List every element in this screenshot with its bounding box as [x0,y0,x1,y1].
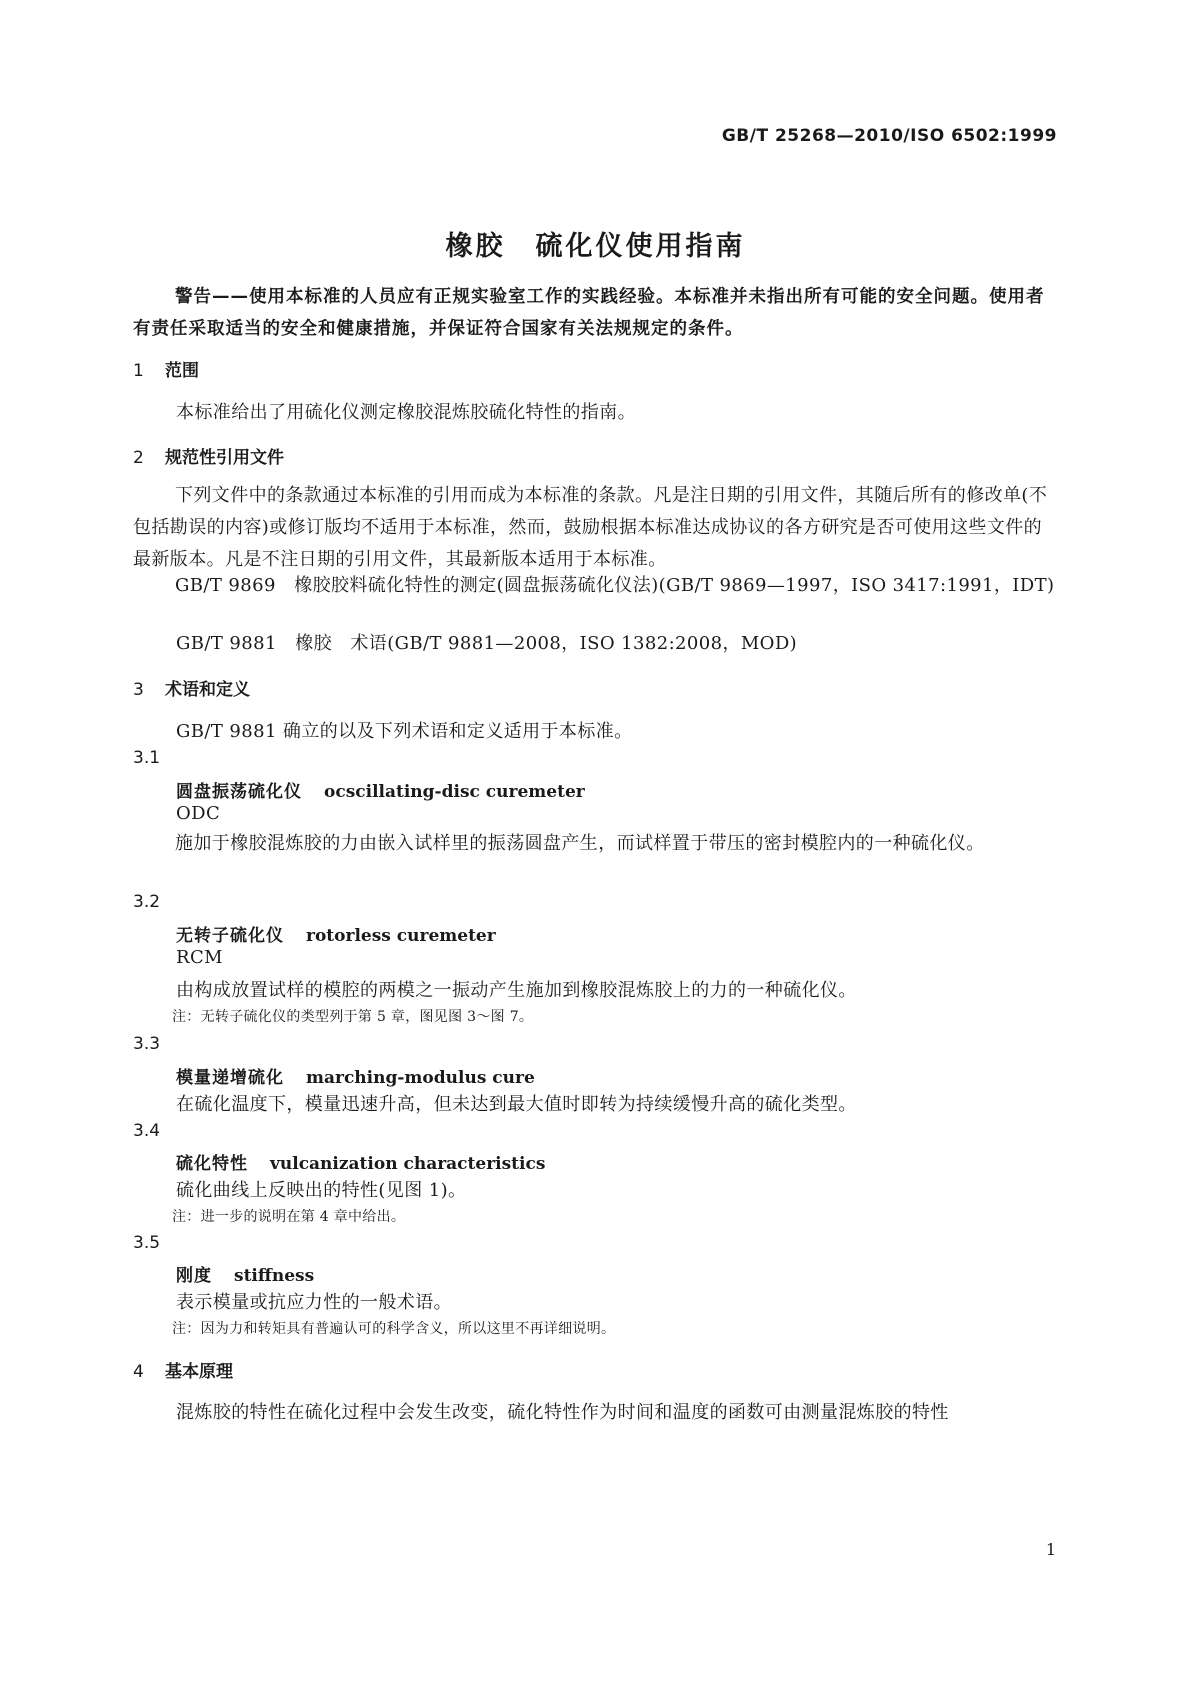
term-english: rotorless curemeter [306,926,496,946]
warning-paragraph: 警告——使用本标准的人员应有正规实验室工作的实践经验。本标准并未指出所有可能的安全问题。使用者有责任采取适当的安全和健康措施，并保证符合国家有关法规规定的条件。 [133,287,1045,339]
term-heading [176,777,585,802]
section-4-text: 混炼胶的特性在硫化过程中会发生改变，硫化特性作为时间和温度的函数可由测量混炼胶的特性 [176,1402,949,1423]
section-number: 4 [133,1362,144,1382]
term-english: marching-modulus cure [306,1068,535,1088]
section-title: 规范性引用文件 [165,448,284,468]
term-heading [176,921,496,946]
term-abbreviation: ODC [176,803,221,824]
term-note: 注：因为力和转矩具有普遍认可的科学含义，所以这里不再详细说明。 [172,1321,616,1337]
term-definition: 由构成放置试样的模腔的两模之一振动产生施加到橡胶混炼胶上的力的一种硫化仪。 [176,980,857,1001]
document-title: 橡胶 硫化仪使用指南 [445,231,746,262]
section-number: 1 [133,361,144,381]
term-number: 3.2 [133,892,161,912]
term-heading [176,1149,545,1174]
term-definition: 硫化曲线上反映出的特性(见图 1)。 [176,1180,467,1201]
normative-reference: GB/T 9881 橡胶 术语(GB/T 9881—2008，ISO 1382:2008，MOD) [176,633,798,654]
term-note: 注：进一步的说明在第 4 章中给出。 [172,1209,406,1225]
section-title: 术语和定义 [165,680,250,700]
term-number: 3.1 [133,748,161,768]
term-english: stiffness [234,1266,315,1286]
term-number: 3.4 [133,1121,161,1141]
term-english: vulcanization characteristics [270,1154,546,1174]
term-chinese: 无转子硫化仪 [176,926,284,946]
term-definition: 在硫化温度下，模量迅速升高，但未达到最大值时即转为持续缓慢升高的硫化类型。 [176,1094,857,1115]
term-number: 3.5 [133,1233,161,1253]
page-number: 1 [1045,1540,1056,1559]
term-abbreviation: RCM [176,947,223,968]
section-3-text: GB/T 9881 确立的以及下列术语和定义适用于本标准。 [176,721,633,742]
term-english: ocscillating-disc curemeter [324,782,585,802]
section-3-heading [133,675,250,700]
section-2-text: 下列文件中的条款通过本标准的引用而成为本标准的条款。凡是注日期的引用文件，其随后所有的修改单(不包括勘误的内容)或修订版均不适用于本标准，然而，鼓励根据本标准达成协议的各方研究是否可使用这些文件的最新版本。凡是不注日期的引用文件，其最新版本适用于本标准。 [133,485,1048,570]
section-1-heading [133,356,199,381]
term-definition: 表示模量或抗应力性的一般术语。 [176,1292,452,1313]
section-1-text: 本标准给出了用硫化仪测定橡胶混炼胶硫化特性的指南。 [176,402,636,423]
term-chinese: 刚度 [176,1266,212,1286]
normative-reference: GB/T 9869 橡胶胶料硫化特性的测定(圆盘振荡硫化仪法)(GB/T 9869—1997，ISO 3417:1991，IDT) [175,575,1055,596]
term-heading [176,1063,535,1088]
term-heading [176,1261,314,1286]
term-chinese: 模量递增硫化 [176,1068,284,1088]
term-chinese: 圆盘振荡硫化仪 [176,782,302,802]
term-note: 注：无转子硫化仪的类型列于第 5 章，图见图 3～图 7。 [172,1009,534,1025]
section-2-heading [133,443,284,468]
section-title: 范围 [165,361,199,381]
section-4-heading [133,1357,233,1382]
section-title: 基本原理 [165,1362,233,1382]
section-number: 2 [133,448,144,468]
term-chinese: 硫化特性 [176,1154,248,1174]
section-number: 3 [133,680,144,700]
standard-code: GB/T 25268—2010/ISO 6502:1999 [721,126,1057,146]
term-number: 3.3 [133,1034,161,1054]
term-definition: 施加于橡胶混炼胶的力由嵌入试样里的振荡圆盘产生，而试样置于带压的密封模腔内的一种硫化仪。 [175,833,985,854]
